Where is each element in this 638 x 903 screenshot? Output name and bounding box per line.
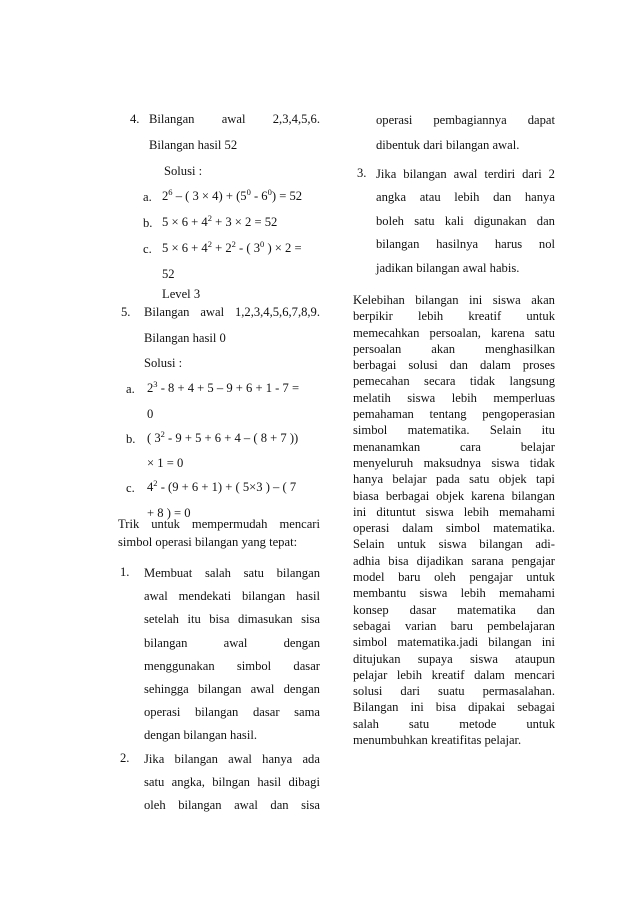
item-4c-equation: $5 \times 6 + 4^2 + 2^2$ - ( $3^0$ ) × 2 = [162, 238, 302, 255]
trik-paragraph [118, 516, 320, 550]
text-line: biasa berbagai objek karena bilangan [353, 488, 555, 503]
item-4b-label: b. [143, 216, 153, 230]
text-line: solusi dari suatu permasalahan. [353, 684, 555, 699]
text-line: simbol matematika.jadi bilangan ini [353, 635, 555, 650]
text-line: operasi pembagiannya dapat [376, 113, 555, 127]
text-line: konsep dasar matematika dan [353, 602, 555, 617]
item-5b-label: b. [126, 432, 136, 446]
text-line: awal mendekati bilangan hasil [144, 589, 320, 604]
text-line: ini dituntut siswa lebih memahami [353, 504, 555, 519]
text-line: memecahkan persoalan, karena satu [353, 325, 555, 340]
text-line: pemahaman tentang pengoperasian [353, 407, 555, 422]
text-line: Jika bilangan awal terdiri dari 2 [376, 167, 555, 181]
text-line: menumbuhkan kreatifitas pelajar. [353, 733, 522, 748]
item-5c-label: c. [126, 481, 135, 495]
text-line: persoalan akan menghasilkan [353, 341, 555, 356]
item-5-solusi-label: Solusi : [144, 356, 183, 370]
list-item-number: 1. [120, 565, 130, 579]
text-line: menggunakan simbol dasar [144, 658, 320, 673]
text-line: berbagai solusi dan dalam proses [353, 358, 555, 373]
list-item-text [144, 751, 320, 821]
text-line: salah satu metode untuk [353, 716, 555, 731]
list-item-text [144, 565, 320, 751]
list-item-number: 2. [120, 751, 130, 765]
item-4-word: Bilangan [149, 112, 195, 126]
item-5b-equation-cont: × 1 = 0 [147, 456, 184, 470]
item-5-number: 5. [121, 305, 131, 319]
text-line: Kelebihan bilangan ini siswa akan [353, 293, 555, 307]
text-line: operasi bilangan dasar sama [144, 705, 320, 720]
item-4-number: 4. [130, 112, 140, 126]
item-5-word: awal [200, 305, 225, 319]
item-5a-equation: $2^3 - 8 + 4 + 5 - 9 + 6 + 1 - 7$ = [147, 378, 300, 395]
text-line: Jika bilangan awal hanya ada [144, 752, 320, 766]
text-line: satu angka, bilngan hasil dibagi [144, 775, 320, 790]
item-4a-label: a. [143, 190, 152, 204]
text-line: sebagai varian baru pembelajaran [353, 618, 555, 633]
item-4b-equation: $5 \times 6 + 4^2 + 3 \times 2 = 52$ [162, 212, 278, 229]
text-line: angka atau lebih dan hanya [376, 190, 555, 205]
kelebihan-paragraph [353, 292, 555, 748]
text-line: menyeluruh maksudnya siswa tidak [353, 455, 555, 470]
item-5-word: Bilangan [144, 305, 190, 319]
text-line: melatih siswa lebih memperluas [353, 390, 555, 405]
text-line: Membuat salah satu bilangan [144, 566, 320, 580]
text-line: dibentuk dari bilangan awal. [376, 138, 520, 152]
item-5b-equation: ( $3^2 - 9 + 5 + 6 + 4$ – ( 8 + 7 )) [147, 428, 299, 445]
text-line: pelajar lebih kreatif dalam mencari [353, 667, 555, 682]
item-4-solusi-label: Solusi : [164, 164, 203, 178]
item-5c-equation: $4^2 - (9 + 6 + 1)$ + ( 5×3 ) – ( 7 [147, 477, 297, 494]
text-line: membantu siswa lebih memahami [353, 586, 555, 601]
text-line: model baru oleh pengajar untuk [353, 570, 555, 585]
text-line: bilangan awal dengan [144, 635, 320, 650]
paragraph-line: simbol operasi bilangan yang tepat: [118, 535, 298, 549]
item-5-word: 1,2,3,4,5,6,7,8,9. [234, 305, 320, 319]
text-line: berpikir lebih kreatif untuk [353, 309, 555, 324]
text-line: Bilangan ini bisa dipakai sebagai [353, 700, 555, 715]
text-line: boleh satu kali digunakan dan [376, 213, 555, 228]
item-4-line1 [149, 112, 320, 127]
item-5c-equation-cont: + 8 ) = 0 [147, 506, 191, 520]
text-line: Selain untuk siswa bilangan adi- [353, 537, 555, 552]
item-4c-equation-cont: 52 [162, 267, 175, 281]
text-line: adhia bisa dijadikan sarana pengajar [353, 553, 555, 568]
item-4c-label: c. [143, 242, 152, 256]
item-4a-equation: $2^6$ – ( $3 \times 4) + (5^0 - 6^0) = 52$ [162, 186, 303, 203]
continuation-text [376, 112, 555, 162]
item-5-result-line: Bilangan hasil 0 [144, 331, 226, 345]
text-line: simbol matematika. Selain itu [353, 423, 555, 438]
text-line: setelah itu bisa dimasukan sisa [144, 612, 320, 627]
item-3-number: 3. [357, 166, 367, 180]
text-line: ditujukan supaya siswa ataupun [353, 651, 555, 666]
text-line: hanya belajar pada satu objek tapi [353, 472, 555, 487]
text-line: sehingga bilangan awal dengan [144, 681, 320, 696]
text-line: menanamkan cara belajar [353, 439, 555, 454]
item-5-line1 [144, 305, 320, 320]
text-line: pemecahan secara tidak langsung [353, 374, 555, 389]
text-line: bilangan hasilnya harus nol [376, 237, 555, 252]
item-5a-label: a. [126, 382, 135, 396]
item-4-word: awal [221, 112, 246, 126]
level-heading: Level 3 [162, 287, 201, 301]
item-5a-equation-cont: 0 [147, 407, 154, 421]
text-line: oleh bilangan awal dan sisa [144, 798, 320, 813]
item-3-text [376, 166, 555, 283]
text-line: jadikan bilangan awal habis. [376, 260, 520, 275]
text-line: dengan bilangan hasil. [144, 728, 257, 743]
paragraph-line: Trik untuk mempermudah mencari [118, 517, 320, 531]
text-line: operasi dalam simbol matematika. [353, 521, 555, 536]
item-4-word: 2,3,4,5,6. [272, 112, 320, 126]
item-4-result-line: Bilangan hasil 52 [149, 138, 238, 152]
